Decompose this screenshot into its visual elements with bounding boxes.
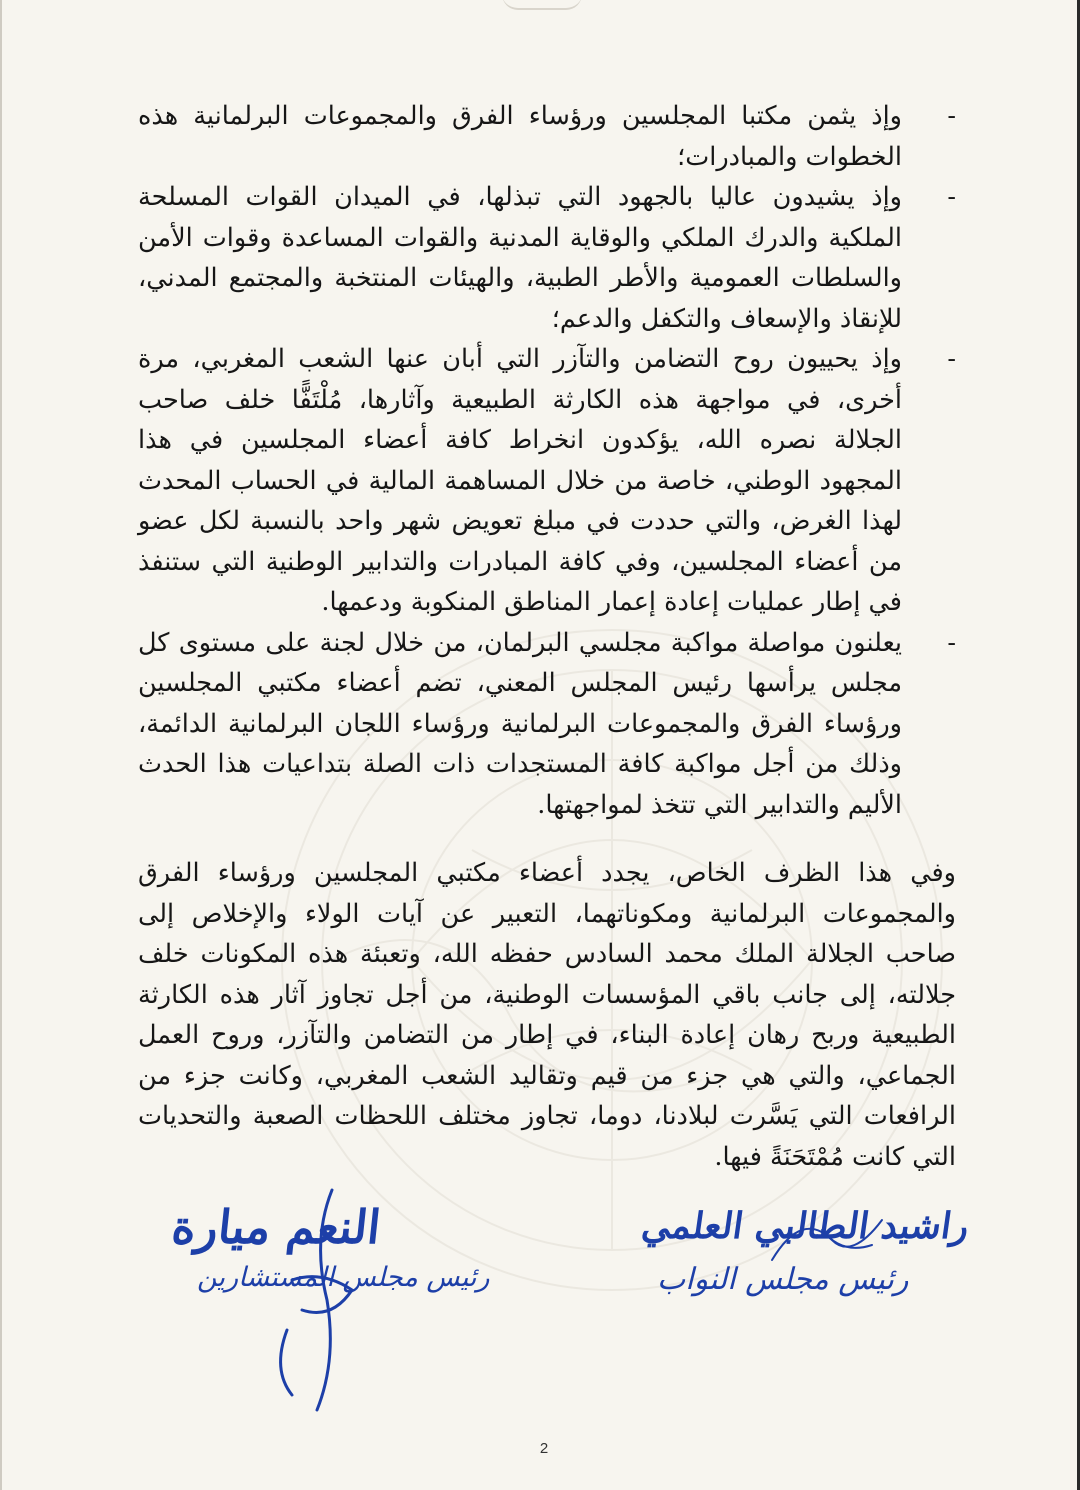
- closing-paragraph: وفي هذا الظرف الخاص، يجدد أعضاء مكتبي المجلسين ورؤساء الفرق والمجموعات البرلمانية ومكوناتهما، التعبير عن آيات الولاء والإخلاص إلى صاحب الجلالة الملك محمد السادس حفظه الله، وتعبئة هذه المكونات خلف جلالته، إلى جانب باقي المؤسسات الوطنية، من أجل تجاوز آثار هذه الكارثة الطبيعية وربح رهان إعادة البناء، في إطار من التضامن والتآزر، وروح العمل الجماعي، والتي هي جزء من قيم وتقاليد الشعب المغربي، وكانت جزء من الرافعات التي يَسَّرت لبلادنا، دوما، تجاوز مختلف اللحظات الصعبة والتحديات التي كانت مُمْتَحَنَةً فيها.: [138, 858, 956, 1172]
- top-ornament: [502, 0, 582, 10]
- page-number: 2: [539, 1440, 549, 1457]
- bullet-text: وإذ يحييون روح التضامن والتآزر التي أبان عنها الشعب المغربي، مرة أخرى، في مواجهة هذه الكارثة الطبيعية وآثارها، مُلْتَفًّا خلف صاحب الجلالة نصره الله، يؤكدون انخراط كافة أعضاء المجلسين في هذا المجهود الوطني، خاصة من خلال المساهمة المالية في الحساب المحدث لهذا الغرض، والتي حددت في مبلغ تعويض شهر واحد بالنسبة لكل عضو من أعضاء المجلسين، وفي كافة المبادرات والتدابير الوطنية التي ستنفذ في إطار عمليات إعادة إعمار المناطق المنكوبة ودعمها.: [138, 344, 902, 617]
- bullet-text: وإذ يشيدون عاليا بالجهود التي تبذلها، في الميدان القوات المسلحة الملكية والدرك الملكي والوقاية المدنية والقوات المساعدة وقوات الأمن والسلطات العمومية والأطر الطبية، والهيئات المنتخبة والمجتمع المدني، للإنقاذ والإسعاف والتكفل والدعم؛: [138, 182, 902, 334]
- bullet-marker: -: [947, 344, 956, 374]
- bullet-marker: -: [947, 182, 956, 212]
- bullet-marker: -: [947, 101, 956, 131]
- bullet-item: [138, 177, 956, 339]
- signature-right-name: راشيد الطالبي العلمي: [639, 1205, 972, 1247]
- bullet-item: [138, 96, 956, 177]
- bullet-item: [138, 623, 956, 826]
- bullet-text: يعلنون مواصلة مواكبة مجلسي البرلمان، من خلال لجنة على مستوى كل مجلس يرأسها رئيس المجلس المعني، تضم أعضاء مكتبي المجلسين ورؤساء الفرق والمجموعات البرلمانية ورؤساء اللجان البرلمانية الدائمة، وذلك من أجل مواكبة كافة المستجدات ذات الصلة بتداعيات هذا الحدث الأليم والتدابير التي تتخذ لمواجهتها.: [138, 627, 902, 820]
- signature-left-name: النعم ميارة: [169, 1200, 384, 1254]
- signature-right-title: رئيس مجلس النواب: [657, 1262, 909, 1297]
- bullet-marker: -: [947, 627, 956, 658]
- signature-left-title: رئيس مجلس المستشارين: [197, 1262, 490, 1293]
- bullet-list: [138, 96, 956, 825]
- bullet-item: [138, 339, 956, 623]
- bullet-text: وإذ يثمن مكتبا المجلسين ورؤساء الفرق والمجموعات البرلمانية هذه الخطوات والمبادرات؛: [138, 101, 902, 172]
- letter-body: [138, 96, 956, 1177]
